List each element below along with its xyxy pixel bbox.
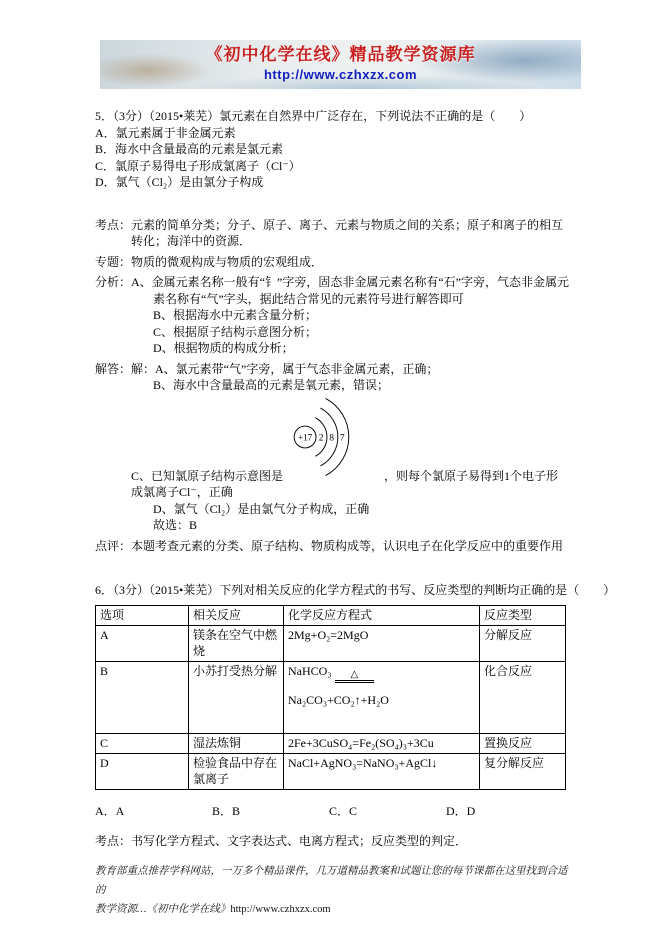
table-header-equation: 化学反应方程式 [284,605,480,625]
section-kaodian-q6-text: 书写化学方程式、文字表达式、电离方程式；反应类型的判定． [131,834,468,848]
section-fenxi-body [131,274,569,357]
question6-table [95,605,566,790]
table-header-reaction: 相关反应 [189,605,284,625]
section-kaodian-label: 考点： [95,217,132,232]
nucleus-charge-label: +17 [297,431,313,442]
section-fenxi-label: 分析： [95,275,132,289]
jieda-line-d: D、氯气（Cl₂）是由氯气分子构成，正确 [153,501,370,516]
content-area [95,108,616,919]
equation-b-product-line: Na₂CO₃+CO₂↑+H₂O [288,692,389,707]
cell-reaction-d: 检验食品中存在氯离子 [189,753,284,789]
jieda-line-c-before: C、已知氯原子结构示意图是 [131,468,284,483]
table-header-type: 反应类型 [480,605,566,625]
cell-option-b: B [96,661,189,733]
footer-line2-text: 教学资源…《初中化学在线》 [95,903,231,915]
answer-choice-b: B．B [212,803,241,818]
chlorine-atom-structure-diagram [286,394,381,480]
cell-type-a: 分解反应 [480,625,566,661]
section-kaodian-text: 元素的简单分类；分子、原子、离子、元素与物质之间的关系；原子和离子的相互转化；海洋中的资源． [131,217,564,248]
jieda-line-b: B、海水中含量最高的元素是氧元素，错误； [153,378,390,392]
jieda-line-c-after: ，则每个氯原子易得到1个电子形成氯离子 [131,468,559,499]
cell-reaction-c: 湿法炼铜 [189,733,284,753]
fenxi-line-a: A、金属元素名称一般有“钅”字旁，固态非金属元素名称有“石”字旁，气态非金属元素名称有“气”字头，据此结合常见的元素符号进行解答即可 [131,275,569,306]
equation-b-reactant: NaHCO₃ [288,663,332,678]
cell-option-c: C [96,733,189,753]
section-zhuanti [95,254,569,271]
question5-option-c: C．氯原子易得电子形成氯离子（Cl⁻） [95,158,301,173]
section-dianping-label: 点评： [95,538,132,553]
answer-choice-c: C．C [329,803,358,818]
footer-line2 [95,900,569,919]
cell-equation-b [284,661,480,733]
table-row-b [96,661,566,733]
site-banner [100,40,581,89]
section-jieda-label: 解答： [95,361,132,376]
section-kaodian-q6-label: 考点： [95,834,132,848]
question5-option-b: B．海水中含量最高的元素是氯元素 [95,142,284,156]
table-row-a [96,625,566,661]
footer-promo [95,862,569,919]
section-kaodian-q5 [95,217,569,250]
table-row-d [96,753,566,789]
shell2-electron-count: 8 [329,432,335,443]
cell-option-a: A [96,625,189,661]
cell-type-c: 置换反应 [480,733,566,753]
cell-reaction-a: 镁条在空气中燃烧 [189,625,284,661]
jieda-line-c-cont: Cl⁻，正确 [179,485,233,499]
section-dianping-text: 本题考查元素的分类、原子结构、物质构成等，认识电子在化学反应中的重要作用 [131,538,564,553]
section-zhuanti-text: 物质的微观构成与物质的宏观组成． [131,254,324,269]
table-header-row [96,605,566,625]
cell-equation-d: NaCl+AgNO₃=NaNO₃+AgCl↓ [284,753,480,789]
table-header-option: 选项 [96,605,189,625]
jieda-answer-choice: 故选：B [153,518,198,532]
section-kaodian-q6 [95,833,569,850]
jieda-line-c [131,394,569,501]
banner-title: 《初中化学在线》精品教学资源库 [205,45,476,64]
section-fenxi [95,274,569,357]
cell-type-d: 复分解反应 [480,753,566,789]
fenxi-line-b: B、根据海水中元素含量分析； [153,308,318,322]
table-row-c [96,733,566,753]
section-dianping [95,538,569,555]
section-jieda-body [131,361,569,534]
question5-option-d: D．氯气（Cl₂）是由氯分子构成 [95,175,264,189]
banner-url-link[interactable]: http://www.czhxzx.com [263,67,418,82]
question5-stem: 5．（3分）（2015•莱芜）氯元素在自然界中广泛存在，下列说法不正确的是（ ） [95,109,532,123]
heating-equals-sign [335,670,375,683]
fenxi-line-d: D、根据物质的构成分析； [153,341,294,355]
cell-reaction-b: 小苏打受热分解 [189,661,284,733]
equation-b-reactant-line [288,663,475,683]
footer-line1: 教育部重点推荐学科网站，一万多个精品课件，几万道精品教案和试题让您的每节课都在这里找到合适的 [95,865,568,896]
shell1-electron-count: 2 [318,432,324,443]
jieda-line-a: 解：A、氯元素带“气”字旁，属于气态非金属元素，正确； [131,361,439,376]
cell-option-d: D [96,753,189,789]
heating-condition-symbol: △ [335,670,375,683]
question5-option-a: A．氯元素属于非金属元素 [95,125,236,140]
section-zhuanti-label: 专题： [95,254,132,269]
cell-equation-c: 2Fe+3CuSO₄=Fe₂(SO₄)₃+3Cu [284,733,480,753]
footer-url-link[interactable]: http://www.czhxzx.com [230,903,331,915]
shell3-electron-count: 7 [339,432,345,443]
section-jieda [95,361,569,534]
fenxi-line-c: C、根据原子结构示意图分析； [153,324,318,339]
question6-stem: 6．（3分）（2015•莱芜）下列对相关反应的化学方程式的书写、反应类型的判断均正确的是（ ） [95,583,616,597]
cell-equation-a: 2Mg+O₂=2MgO [284,625,480,661]
question6-answer-choices [95,803,569,820]
answer-choice-d: D．D [446,803,476,818]
answer-choice-a: A．A [95,803,125,818]
cell-type-b: 化合反应 [480,661,566,733]
